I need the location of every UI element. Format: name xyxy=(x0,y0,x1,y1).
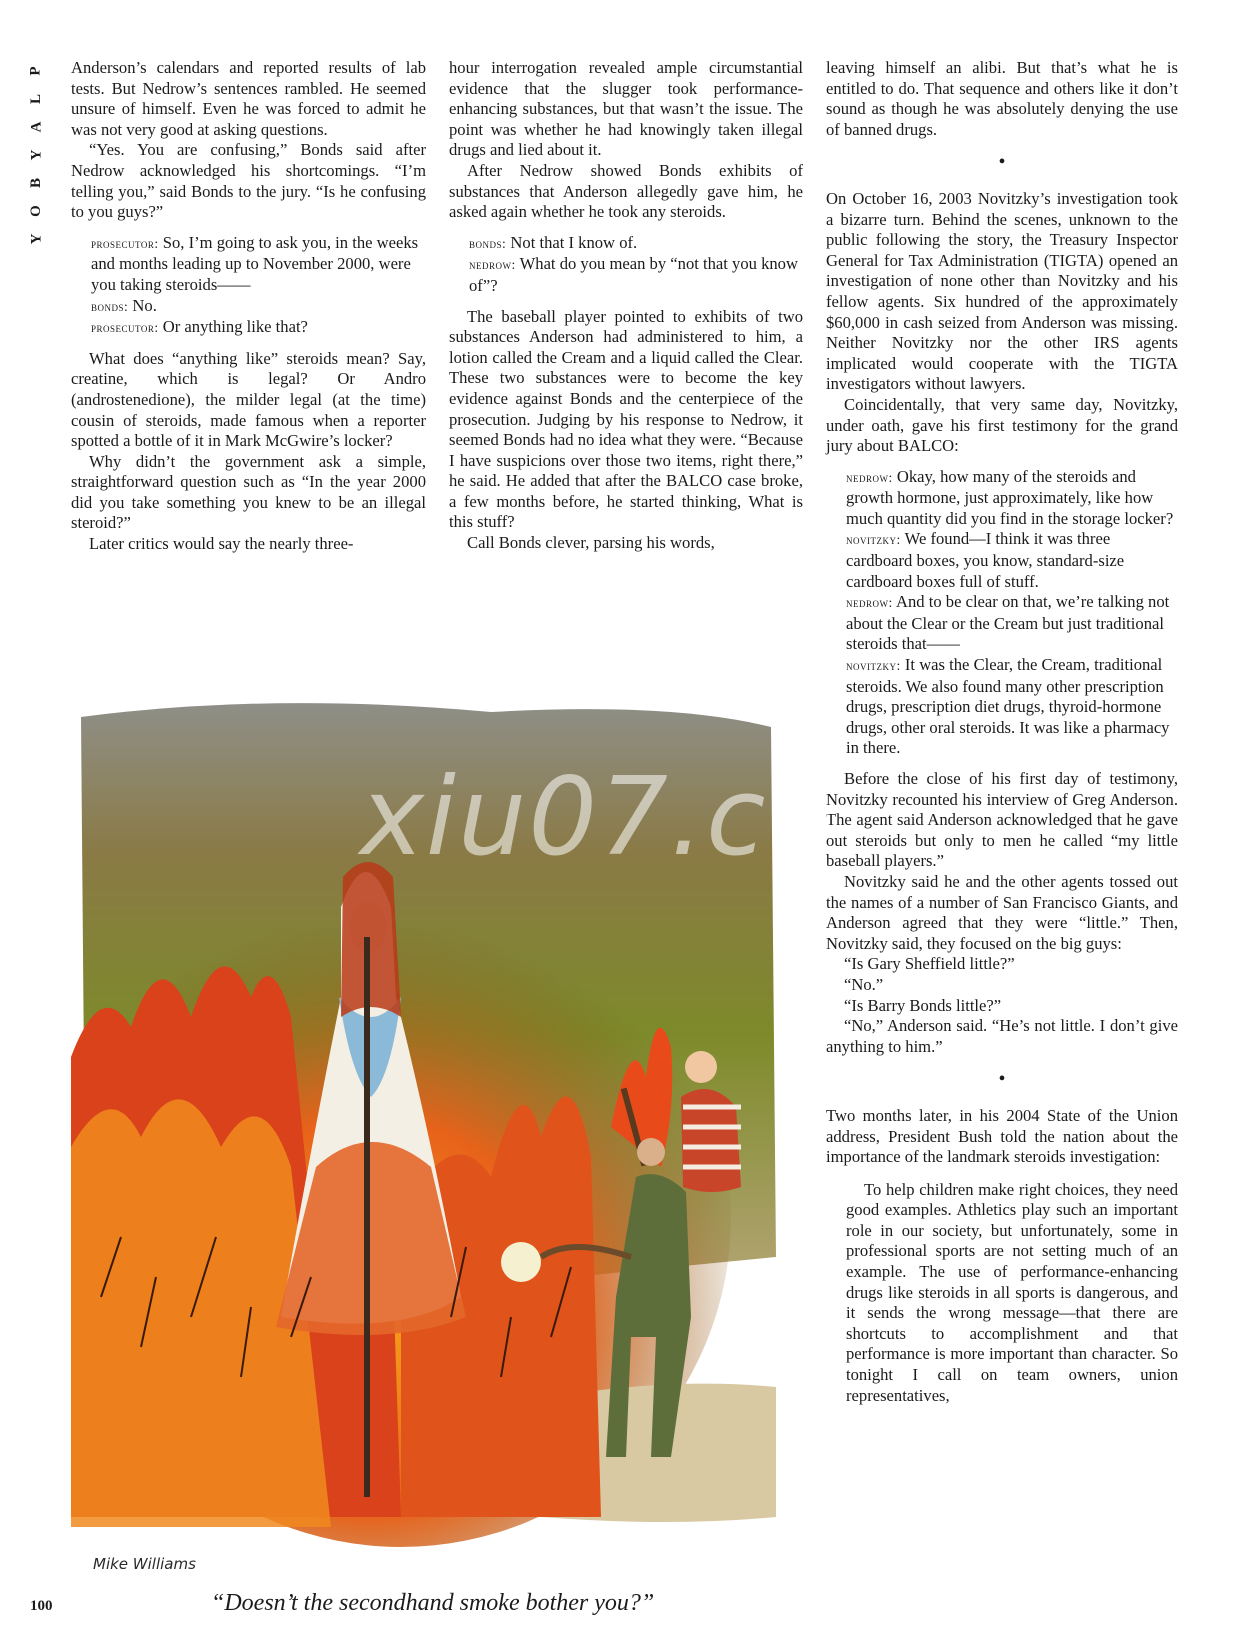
speaker-label: bonds: xyxy=(91,298,129,314)
paragraph: Novitzky said he and the other agents tossed out the names of a number of San Francisco Giants, and Anderson agreed that they were “little.” Then, Novitzky said, they focused on the big guys: xyxy=(826,871,1178,953)
paragraph: “Yes. You are confusing,” Bonds said after Nedrow acknowledged his shortcomings. “I’m telling you,” said Bonds to the jury. “Is he confusing to you guys?” xyxy=(71,140,426,222)
testimony-line xyxy=(91,317,426,339)
running-head-letter: P xyxy=(27,66,44,76)
testimony-line xyxy=(846,529,1178,592)
speaker-label: nedrow: xyxy=(846,595,893,611)
speaker-label: prosecutor: xyxy=(91,320,159,336)
speaker-label: novitzky: xyxy=(846,658,901,674)
paragraph: Coincidentally, that very same day, Novitzky, under oath, gave his first testimony for the grand jury about BALCO: xyxy=(826,394,1178,456)
testimony-text: What do you mean by “not that you know of”? xyxy=(469,254,798,295)
dialogue-line: “No.” xyxy=(844,974,884,994)
paragraph: Before the close of his first day of testimony, Novitzky recounted his interview of Greg Anderson. The agent said Anderson acknowledged that he gave out steroids but only to men he called “my little baseball players.” xyxy=(826,769,1178,871)
testimony-text: Or anything like that? xyxy=(162,317,308,337)
paragraph: After Nedrow showed Bonds exhibits of substances that Anderson allegedly gave him, he asked again whether he took any steroids. xyxy=(449,160,803,222)
cartoon-illustration xyxy=(71,697,801,1587)
testimony-line xyxy=(91,296,426,318)
running-head-letter: A xyxy=(28,121,44,133)
man-striped-shirt xyxy=(681,1089,741,1192)
article-column-1 xyxy=(71,58,426,555)
cartoon-artwork xyxy=(71,697,801,1587)
testimony-line xyxy=(846,467,1178,530)
dialogue-line: “Is Barry Bonds little?” xyxy=(844,995,1002,1015)
watermark: xiu07.co xyxy=(360,755,836,880)
paragraph: On October 16, 2003 Novitzky’s investigation took a bizarre turn. Behind the scenes, unknown to the public following the story, the Treasury Inspector General for Tax Administration (TIGTA) opened an investigation of none other than Novitzky and his fellow agents. Six hundred of the approximately $60,000 in cash seized from Anderson was missing. Neither Novitzky nor the other IRS agents implicated would cooperate with the TIGTA investigators without lawyers. xyxy=(826,188,1178,394)
dialogue-line: “No,” Anderson said. “He’s not little. I don’t give anything to him.” xyxy=(826,1016,1178,1056)
woman-hair xyxy=(341,862,401,1017)
paragraph: The baseball player pointed to exhibits of two substances Anderson had administered to him, a lotion called the Cream and a liquid called the Clear. These two substances were to become the key evidence against Bonds and the centerpiece of the prosecution. Judging by his response to Nedrow, it seemed Bonds had no idea what they were. “Because I have suspicions over those two items, right there,” he said. He added that after the BALCO case broke, a few months before, he started thinking, What is this stuff? xyxy=(449,306,803,532)
testimony-excerpt xyxy=(846,467,1178,759)
testimony-line xyxy=(91,233,426,296)
speaker-label: nedrow: xyxy=(469,257,516,273)
paragraph: Later critics would say the nearly three- xyxy=(89,534,354,554)
testimony-text: We found—I think it was three cardboard boxes, you know, standard-size cardboard boxes full of stuff. xyxy=(846,529,1125,591)
article-column-2 xyxy=(449,58,803,554)
testimony-line xyxy=(469,233,803,255)
artist-signature: Mike Williams xyxy=(93,1555,196,1573)
testimony-text: So, I’m going to ask you, in the weeks and months leading up to November 2000, were you taking steroids—— xyxy=(91,232,419,294)
running-head-letter: Y xyxy=(28,149,44,161)
testimony-excerpt xyxy=(469,233,803,297)
testimony-text: Okay, how many of the steroids and growth hormone, just approximately, like how much quantity did you find in the storage locker? xyxy=(846,466,1174,528)
speaker-label: prosecutor: xyxy=(91,235,159,251)
paragraph: What does “anything like” steroids mean? Say, creatine, which is legal? Or Andro (androstenedione), the milder legal (at the time) cousin of steroids, made famous when a reporter spotted a bottle of it in Mark McGwire’s locker? xyxy=(71,348,426,451)
paragraph: leaving himself an alibi. But that’s what he is entitled to do. That sequence and others like it don’t sound as though he was absolutely denying the use of banned drugs. xyxy=(826,58,1178,139)
torch2-fire xyxy=(501,1242,541,1282)
section-break-bullet: • xyxy=(998,151,1006,174)
testimony-line xyxy=(846,592,1178,655)
paragraph: hour interrogation revealed ample circumstantial evidence that the slugger took performance-enhancing substances, but that wasn’t the issue. The point was whether he had knowingly taken illegal drugs and lied about it. xyxy=(449,58,803,160)
testimony-line xyxy=(846,655,1178,759)
paragraph: Call Bonds clever, parsing his words, xyxy=(467,533,715,553)
speaker-label: bonds: xyxy=(469,235,507,251)
running-head-letter: L xyxy=(27,93,44,105)
speaker-label: nedrow: xyxy=(846,469,893,485)
cartoon-caption: “Doesn’t the secondhand smoke bother you?” xyxy=(211,1590,655,1616)
stake xyxy=(364,937,370,1497)
testimony-text: Not that I know of. xyxy=(510,232,638,252)
paragraph: Anderson’s calendars and reported results of lab tests. But Nedrow’s sentences rambled. He seemed unsure of himself. Even he was forced to admit he was not very good at asking questions. xyxy=(71,58,426,139)
speaker-label: novitzky: xyxy=(846,532,901,548)
section-break-bullet: • xyxy=(998,1068,1006,1091)
paragraph: Why didn’t the government ask a simple, straightforward question such as “In the year 2000 did you take something you knew to be an illegal steroid?” xyxy=(71,451,426,533)
article-column-3 xyxy=(826,58,1178,1406)
running-head-letter: O xyxy=(27,205,44,217)
page-number: 100 xyxy=(30,1598,53,1614)
running-head-playboy xyxy=(26,60,46,250)
man-head xyxy=(685,1051,717,1083)
man2-head xyxy=(637,1138,665,1166)
testimony-line xyxy=(469,254,803,296)
paragraph: Two months later, in his 2004 State of the Union address, President Bush told the nation about the importance of the landmark steroids investigation: xyxy=(826,1105,1178,1167)
quote-text: To help children make right choices, they need good examples. Athletics play such an important role in our society, but unfortunately, some in professional sports are not setting much of an example. The use of performance-enhancing drugs like steroids in all sports is dangerous, and it sends the wrong message—that there are shortcuts to accomplishment and that performance is more important than character. So tonight I call on team owners, union representatives, xyxy=(846,1179,1178,1405)
testimony-excerpt xyxy=(91,233,426,339)
block-quote xyxy=(846,1180,1178,1407)
running-head-letter: B xyxy=(27,177,44,189)
testimony-text: It was the Clear, the Cream, traditional steroids. We also found many other prescription drugs, prescription diet drugs, thyroid-hormone drugs, other oral steroids. It was like a pharmacy in there. xyxy=(846,655,1170,758)
dialogue-line: “Is Gary Sheffield little?” xyxy=(844,954,1015,974)
testimony-text: And to be clear on that, we’re talking not about the Clear or the Cream but just traditional steroids that—— xyxy=(846,592,1170,654)
running-head-letter: Y xyxy=(28,233,44,245)
testimony-text: No. xyxy=(132,295,157,315)
